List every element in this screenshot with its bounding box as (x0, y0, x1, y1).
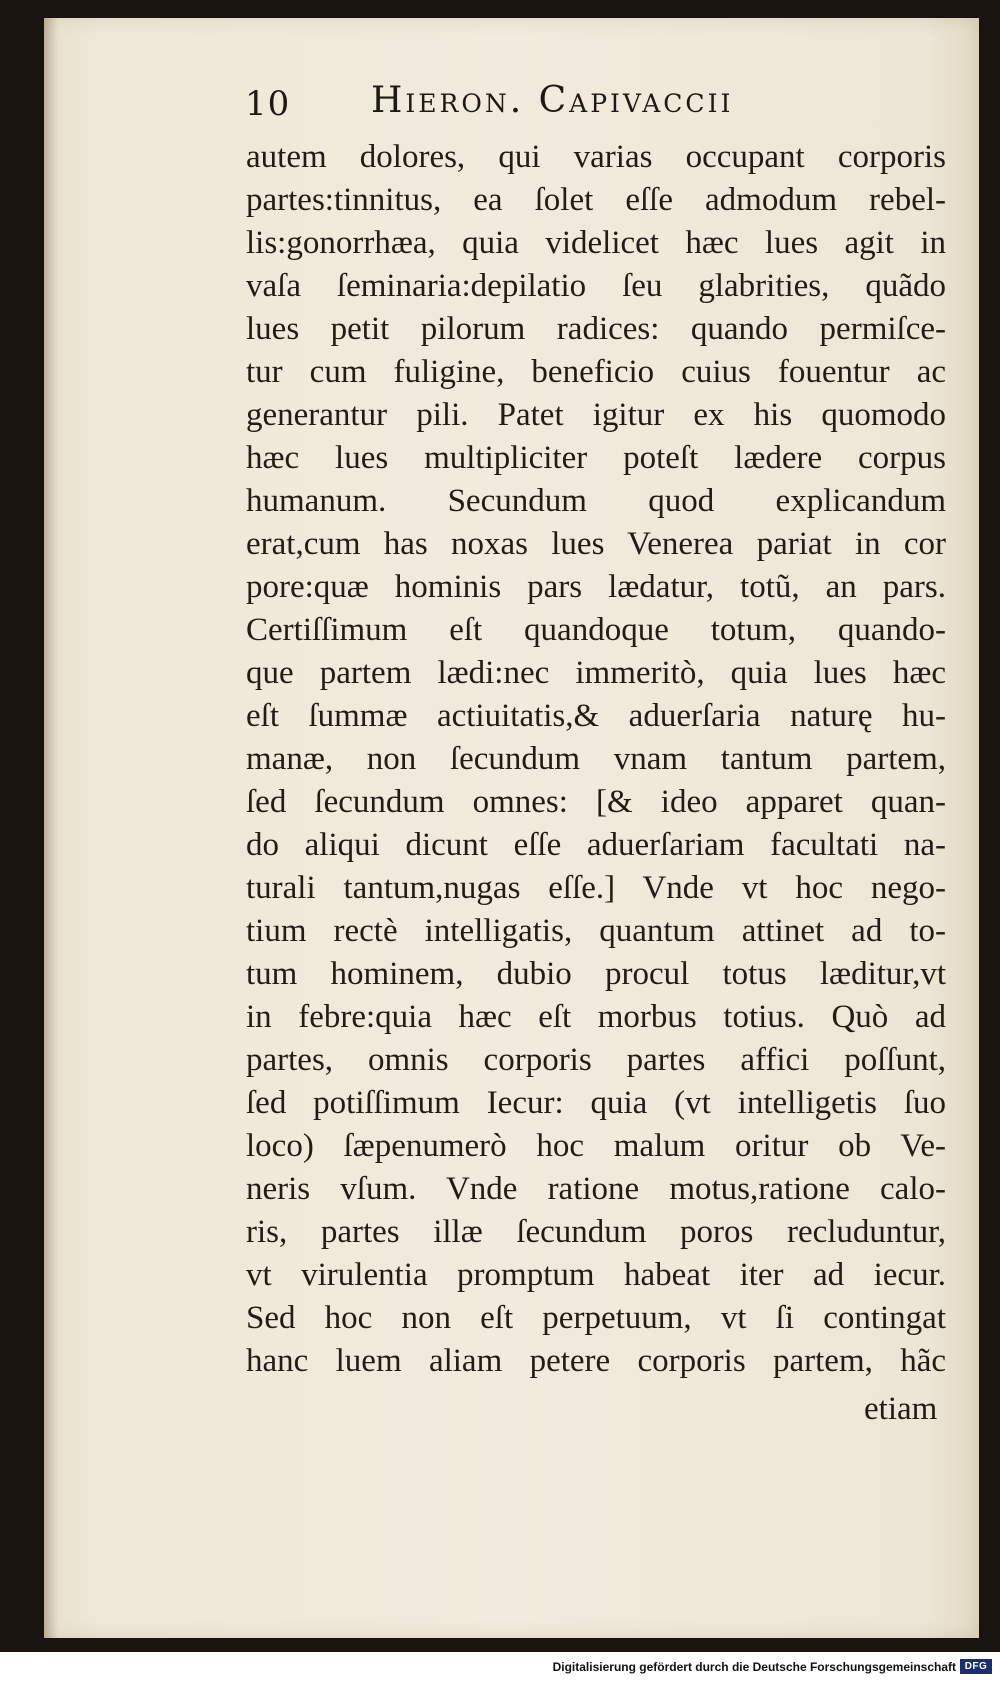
catchword: etiam (864, 1391, 938, 1427)
text-line: tum hominem, dubio procul totus læditur,vt (246, 956, 946, 992)
page-number: 10 (245, 84, 291, 124)
text-line: Certiſſimum eſt quandoque totum, quando- (246, 612, 946, 648)
text-line: tium rectè intelligatis, quantum attinet ad to- (246, 913, 946, 949)
text-line: pore:quæ hominis pars lædatur, totũ, an pars. (246, 569, 946, 605)
text-line: ſed ſecundum omnes: [& ideo apparet quan- (246, 784, 946, 820)
book-page (44, 18, 979, 1638)
text-line: manæ, non ſecundum vnam tantum partem, (246, 741, 946, 777)
text-line: hæc lues multipliciter poteſt lædere corpus (246, 440, 946, 476)
text-line: loco) ſæpenumerò hoc malum oritur ob Ve- (246, 1128, 946, 1164)
funding-credit: Digitalisierung gefördert durch die Deutsche Forschungsgemeinschaft (552, 1660, 956, 1674)
text-line: autem dolores, qui varias occupant corporis (246, 139, 946, 175)
text-line: in febre:quia hæc eſt morbus totius. Quò ad (246, 999, 946, 1035)
text-line: lis:gonorrhæa, quia videlicet hæc lues agit in (246, 225, 946, 261)
text-line: turali tantum,nugas eſſe.] Vnde vt hoc nego- (246, 870, 946, 906)
text-line: erat,cum has noxas lues Venerea pariat in cor (246, 526, 946, 562)
text-line: vt virulentia promptum habeat iter ad iecur. (246, 1257, 946, 1293)
body-text (246, 136, 946, 1383)
text-line: partes:tinnitus, ea ſolet eſſe admodum rebel- (246, 182, 946, 218)
text-line: Sed hoc non eſt perpetuum, vt ſi contingat (246, 1300, 946, 1336)
text-line: hanc luem aliam petere corporis partem, hãc (246, 1343, 946, 1379)
text-line: generantur pili. Patet igitur ex his quomodo (246, 397, 946, 433)
text-line: lues petit pilorum radices: quando permiſce- (246, 311, 946, 347)
dfg-logo-icon: DFG (960, 1659, 992, 1674)
text-line: ris, partes illæ ſecundum poros recluduntur, (246, 1214, 946, 1250)
text-line: humanum. Secundum quod explicandum (246, 483, 946, 519)
digitization-footer (0, 1652, 1000, 1683)
text-line: vaſa ſeminaria:depilatio ſeu glabrities, quãdo (246, 268, 946, 304)
text-line: eſt ſummæ actiuitatis,& aduerſaria naturę hu- (246, 698, 946, 734)
text-line: partes, omnis corporis partes affici poſſunt, (246, 1042, 946, 1078)
running-title: Hieron. Capivaccii (371, 80, 734, 121)
text-line: ſed potiſſimum Iecur: quia (vt intelligetis ſuo (246, 1085, 946, 1121)
text-line: tur cum fuligine, beneficio cuius fouentur ac (246, 354, 946, 390)
text-line: neris vſum. Vnde ratione motus,ratione calo- (246, 1171, 946, 1207)
running-head (245, 80, 945, 130)
text-line: que partem lædi:nec immeritò, quia lues hæc (246, 655, 946, 691)
text-line: do aliqui dicunt eſſe aduerſariam facultati na- (246, 827, 946, 863)
